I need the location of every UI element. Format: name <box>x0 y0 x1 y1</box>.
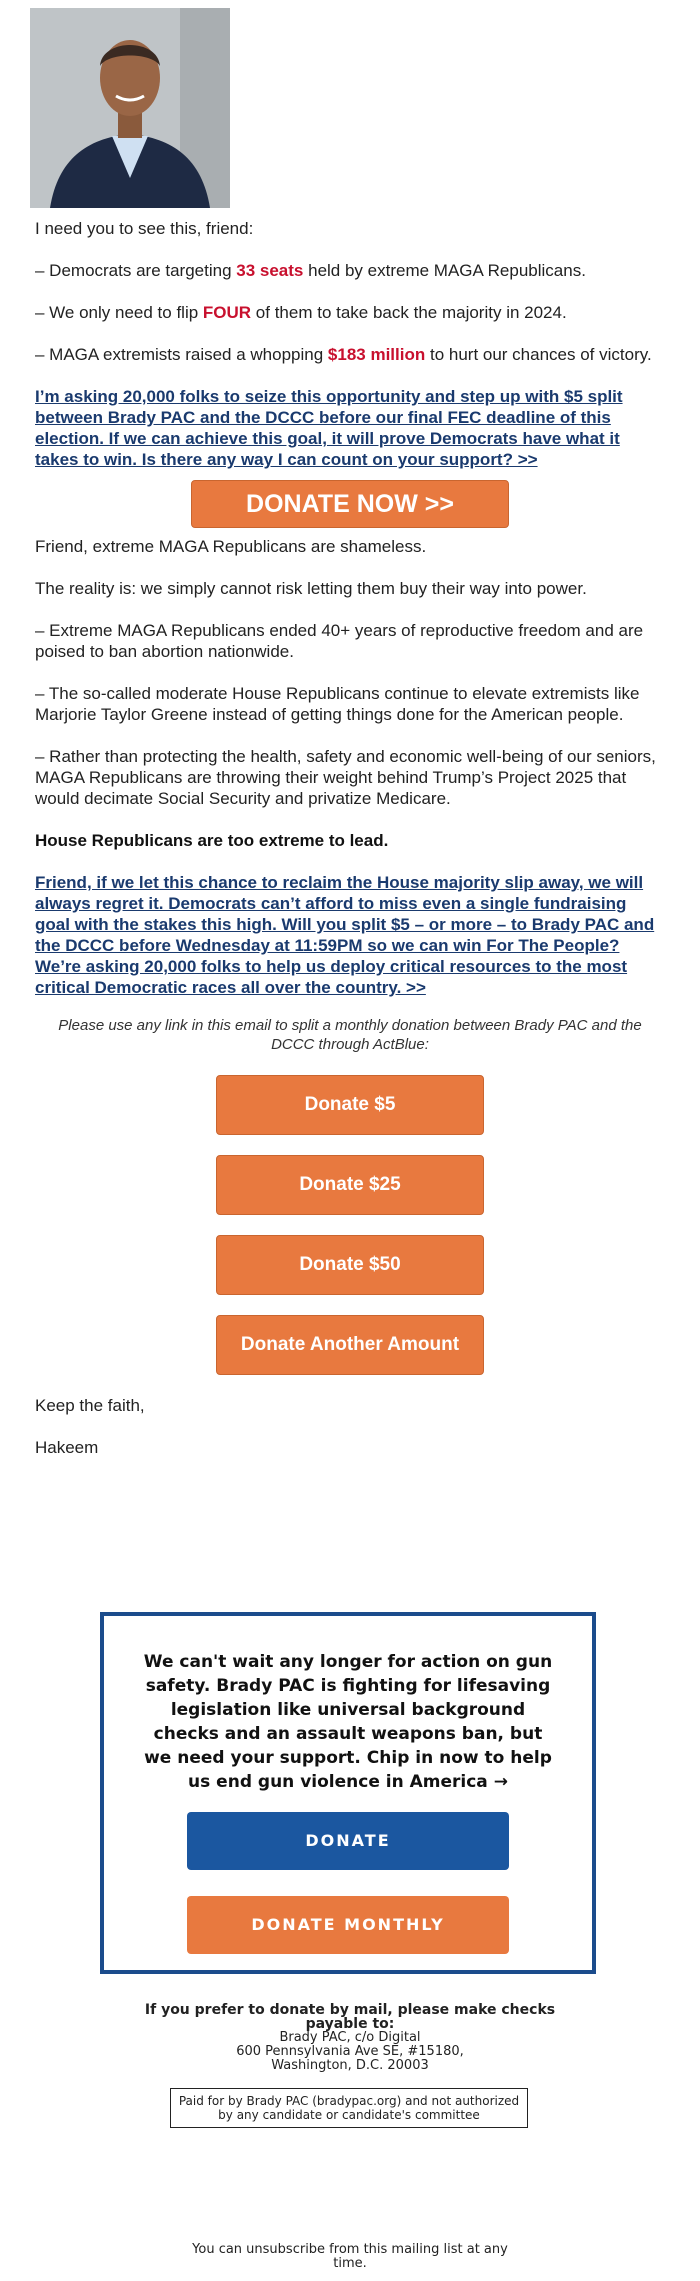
brady-donate-button[interactable]: DONATE <box>187 1812 509 1870</box>
bullet-seats: – Democrats are targeting 33 seats held by extreme MAGA Republicans. <box>35 261 586 280</box>
greeting: I need you to see this, friend: <box>35 219 254 238</box>
brady-pac-callout <box>100 1612 596 1974</box>
paragraph-shameless: Friend, extreme MAGA Republicans are shameless. <box>35 537 427 556</box>
portrait-illustration <box>30 8 230 208</box>
brady-pac-message: We can't wait any longer for action on gun safety. Brady PAC is fighting for lifesaving legislation like universal background checks and an assault weapons ban, but we need your support. Chip in now to help us end gun violence in America → <box>143 1652 553 1792</box>
bullet-flip: – We only need to flip FOUR of them to take back the majority in 2024. <box>35 303 567 322</box>
paragraph-seniors: – Rather than protecting the health, safety and economic well-being of our seniors, MAGA Republicans are throwing their weight behind Trump’s Project 2025 that would decimate Social Security and privatize Medicare. <box>35 747 656 808</box>
donate-50-button[interactable]: Donate $50 <box>216 1235 484 1295</box>
cta-link-reclaim-house[interactable]: Friend, if we let this chance to reclaim the House majority slip away, we will always regret it. Democrats can’t afford to miss even a single fundraising goal with the stakes this high. Will you split $5 – or more – to Brady PAC and the DCCC before Wednesday at 11:59PM so we can win For The People? We’re asking 20,000 folks to help us deploy critical resources to the most critical Democratic races all over the country. >> <box>35 873 655 997</box>
mail-address-line2: 600 Pennsylvania Ave SE, #15180, <box>236 2044 464 2059</box>
paragraph-reproductive: – Extreme MAGA Republicans ended 40+ years of reproductive freedom and are poised to ban abortion nationwide. <box>35 621 644 661</box>
donate-5-button[interactable]: Donate $5 <box>216 1075 484 1135</box>
mail-donation-info <box>120 2003 580 2073</box>
brady-donate-monthly-button[interactable]: DONATE MONTHLY <box>187 1896 509 1954</box>
highlight-seats: 33 seats <box>236 261 304 280</box>
paid-for-disclaimer: Paid for by Brady PAC (bradypac.org) and not authorized by any candidate or candidate's committee <box>170 2088 528 2128</box>
mail-address-line1: Brady PAC, c/o Digital <box>279 2030 421 2045</box>
donate-now-button[interactable]: DONATE NOW >> <box>191 480 509 528</box>
signature: Hakeem <box>35 1438 99 1457</box>
donate-25-button[interactable]: Donate $25 <box>216 1155 484 1215</box>
signoff: Keep the faith, <box>35 1396 145 1415</box>
bullet-maga-raised: – MAGA extremists raised a whopping $183 million to hurt our chances of victory. <box>35 345 652 364</box>
mail-address-line3: Washington, D.C. 20003 <box>271 2058 429 2073</box>
bold-statement: House Republicans are too extreme to lead. <box>35 831 389 850</box>
portrait-photo <box>30 8 230 208</box>
mail-title: If you prefer to donate by mail, please make checks payable to: <box>144 2002 556 2032</box>
paragraph-reality: The reality is: we simply cannot risk letting them buy their way into power. <box>35 579 587 598</box>
highlight-money: $183 million <box>327 345 426 364</box>
cta-link-split-donation[interactable]: I’m asking 20,000 folks to seize this opportunity and step up with $5 split between Brady PAC and the DCCC before our final FEC deadline of this election. If we can achieve this goal, it will prove Democrats have what it takes to win. Is there any way I can count on your support? >> <box>35 387 623 469</box>
highlight-four: FOUR <box>202 303 252 322</box>
paragraph-moderates: – The so-called moderate House Republicans continue to elevate extremists like Marjorie Taylor Greene instead of getting things done for the American people. <box>35 684 640 724</box>
email-body <box>35 218 665 1479</box>
actblue-note: Please use any link in this email to split a monthly donation between Brady PAC and the DCCC through ActBlue: <box>58 1017 642 1053</box>
unsubscribe-text[interactable]: You can unsubscribe from this mailing list at any time. <box>192 2242 508 2271</box>
donate-other-amount-button[interactable]: Donate Another Amount <box>216 1315 484 1375</box>
